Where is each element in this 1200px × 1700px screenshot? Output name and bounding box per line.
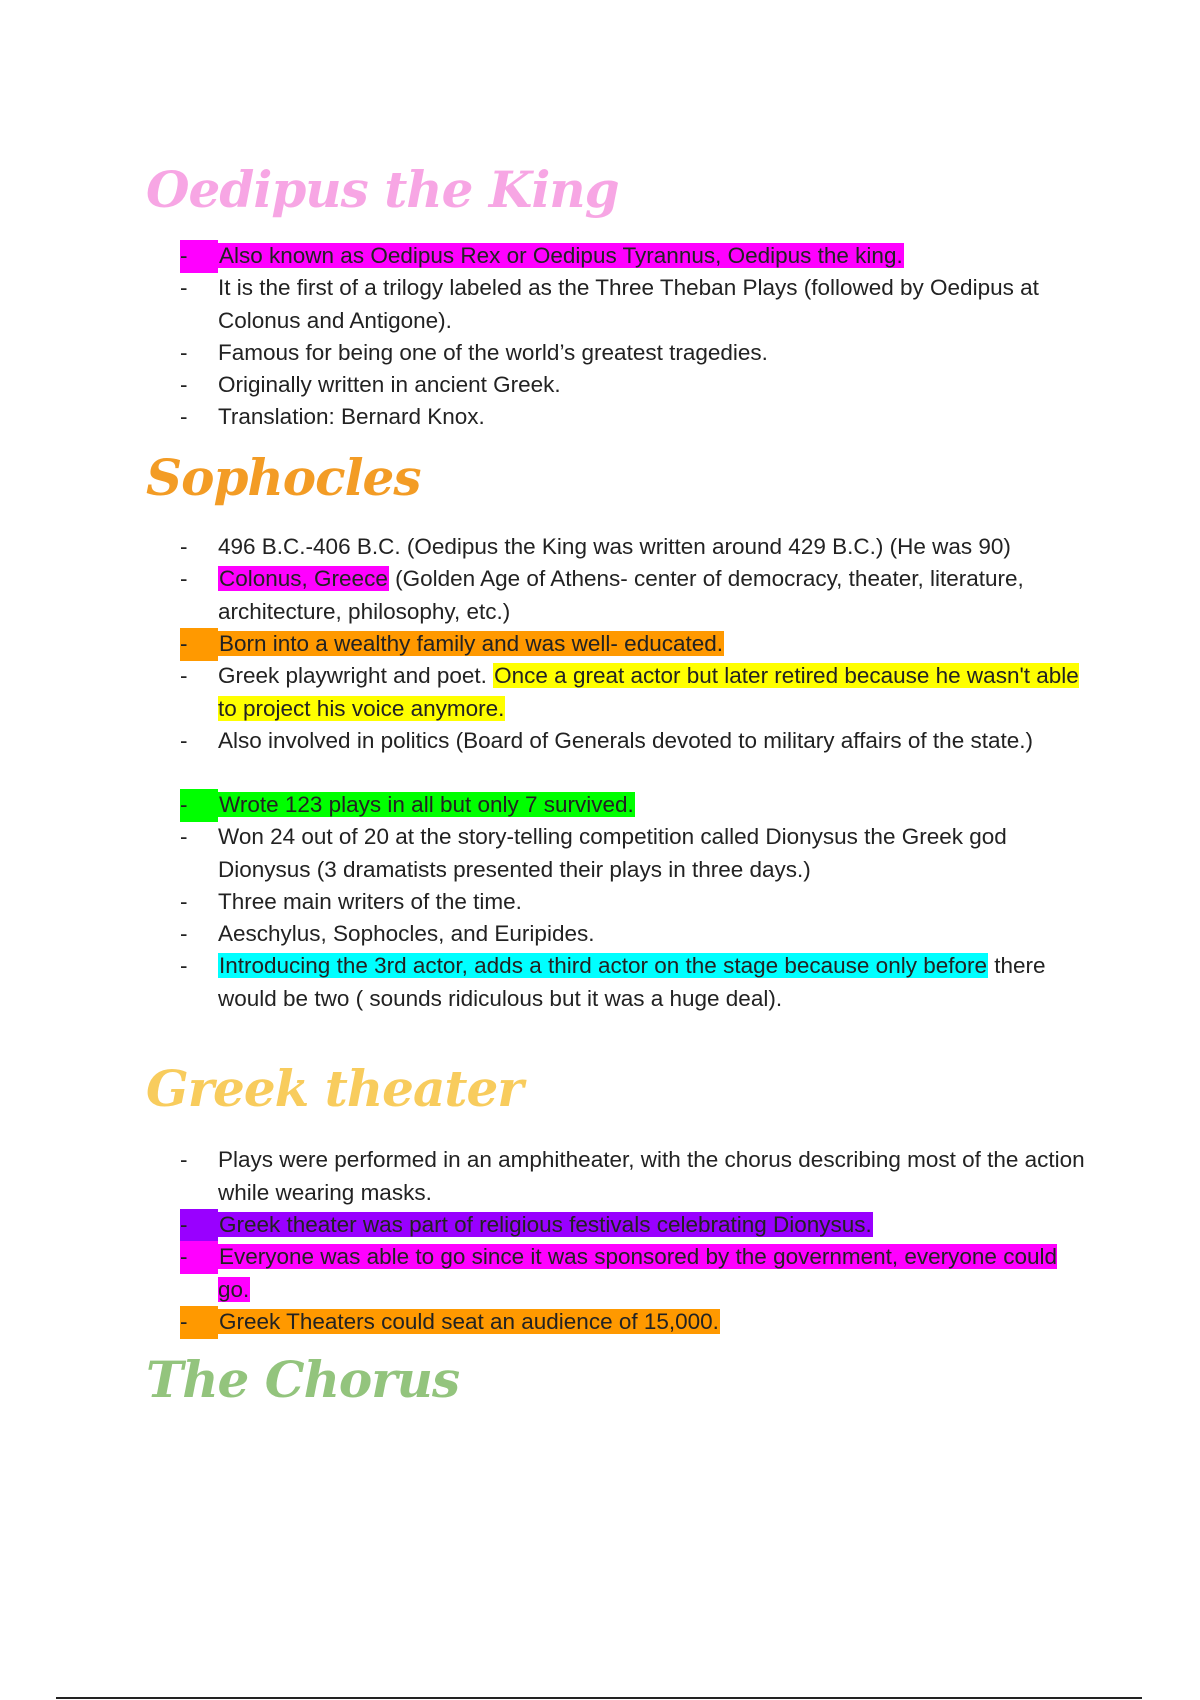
list-item	[180, 337, 1090, 370]
list-item	[180, 563, 1090, 628]
bullet-dash: -	[180, 1241, 218, 1274]
highlighted-text: Once a great actor but later retired because he wasn't able to project his voice anymore.	[218, 663, 1079, 721]
bullet-dash: -	[180, 921, 188, 946]
bullet-dash: -	[180, 789, 218, 822]
heading-greek-theater: Greek theater	[146, 1059, 523, 1118]
bullet-dash: -	[180, 275, 188, 300]
highlighted-text: Introducing the 3rd actor, adds a third actor on the stage because only before	[219, 953, 987, 978]
bullet-dash: -	[180, 340, 188, 365]
bullet-dash: -	[180, 566, 188, 591]
list-item	[180, 272, 1090, 337]
list-item-text: Won 24 out of 20 at the story-telling competition called Dionysus the Greek god Dionysus (3 dramatists presented their plays in three days.)	[218, 824, 1007, 882]
list-item-text: there would be two ( sounds ridiculous but it was a huge deal).	[218, 953, 1046, 1011]
list-item	[180, 821, 1090, 886]
list-item	[180, 1241, 1090, 1306]
list-item	[180, 725, 1090, 758]
bullet-dash: -	[180, 534, 188, 559]
list-item-text: Famous for being one of the world’s greatest tragedies.	[218, 340, 768, 365]
highlighted-text: Born into a wealthy family and was well- educated.	[219, 631, 724, 656]
bullet-dash: -	[180, 663, 188, 688]
list-item	[180, 1144, 1090, 1209]
heading-the-chorus: The Chorus	[146, 1350, 460, 1409]
list-item-text: (Golden Age of Athens- center of democracy, theater, literature, architecture, philosophy, etc.)	[218, 566, 1024, 624]
bullet-dash: -	[180, 628, 218, 661]
bullet-dash: -	[180, 824, 188, 849]
list-item-text: Aeschylus, Sophocles, and Euripides.	[218, 921, 595, 946]
list-item	[180, 660, 1090, 725]
list-item	[180, 240, 1090, 273]
list-item	[180, 950, 1090, 1015]
list-item	[180, 886, 1090, 919]
list-item	[180, 628, 1090, 661]
highlighted-text: Colonus, Greece	[219, 566, 388, 591]
list-item	[180, 1306, 1090, 1339]
list-item-text: Greek playwright and poet.	[218, 663, 494, 688]
list-item	[180, 789, 1090, 822]
highlighted-text: Everyone was able to go since it was sponsored by the government, everyone could go.	[218, 1244, 1057, 1302]
bullet-dash: -	[180, 953, 188, 978]
list-item-text: 496 B.C.-406 B.C. (Oedipus the King was written around 429 B.C.) (He was 90)	[218, 534, 1011, 559]
list-item	[180, 918, 1090, 951]
heading-oedipus-the-king: Oedipus the King	[146, 160, 619, 219]
bullet-dash: -	[180, 240, 218, 273]
bullet-dash: -	[180, 889, 188, 914]
highlighted-text: Greek theater was part of religious festivals celebrating Dionysus.	[219, 1212, 872, 1237]
list-item-text: Also involved in politics (Board of Generals devoted to military affairs of the state.)	[218, 728, 1033, 753]
highlighted-text: Also known as Oedipus Rex or Oedipus Tyrannus, Oedipus the king.	[219, 243, 903, 268]
bullet-dash: -	[180, 1209, 218, 1242]
list-item	[180, 1209, 1090, 1242]
bullet-dash: -	[180, 1147, 188, 1172]
list-item-text: Originally written in ancient Greek.	[218, 372, 561, 397]
list-item-text: Three main writers of the time.	[218, 889, 522, 914]
list-item-text: It is the first of a trilogy labeled as the Three Theban Plays (followed by Oedipus at Colonus and Antigone).	[218, 275, 1039, 333]
bullet-dash: -	[180, 372, 188, 397]
highlighted-text: Greek Theaters could seat an audience of 15,000.	[219, 1309, 719, 1334]
bullet-dash: -	[180, 404, 188, 429]
list-item-text: Plays were performed in an amphitheater, with the chorus describing most of the action while wearing masks.	[218, 1147, 1085, 1205]
bullet-dash: -	[180, 728, 188, 753]
list-item-text: Translation: Bernard Knox.	[218, 404, 485, 429]
footer-divider	[56, 1697, 1142, 1699]
heading-sophocles: Sophocles	[146, 448, 421, 507]
list-item	[180, 531, 1090, 564]
highlighted-text: Wrote 123 plays in all but only 7 survived.	[219, 792, 634, 817]
bullet-dash: -	[180, 1306, 218, 1339]
list-item	[180, 401, 1090, 434]
list-item	[180, 369, 1090, 402]
